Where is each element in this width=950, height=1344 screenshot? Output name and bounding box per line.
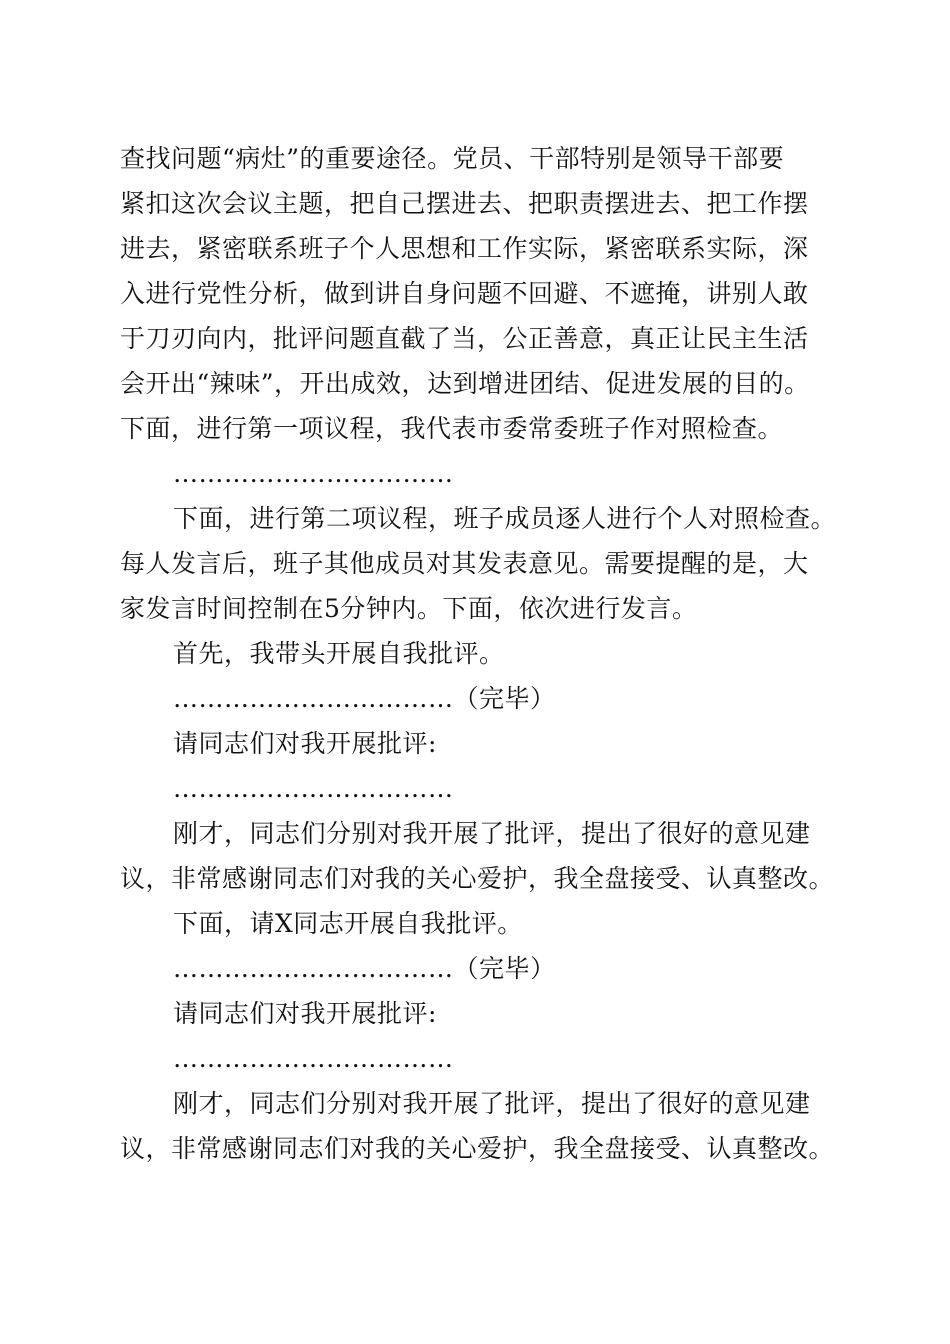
text-line-7: 下面，进行第一项议程，我代表市委常委班子作对照检查。 [120,414,784,443]
text-line-17: 议，非常感谢同志们对我的关心爱护，我全盘接受、认真整改。 [120,864,835,893]
text-line-3: 进去，紧密联系班子个人思想和工作实际，紧密联系实际，深 [120,234,809,263]
text-line-4: 入进行党性分析，做到讲自身问题不回避、不遮掩，讲别人敢 [120,279,809,308]
text-line-2: 紧扣这次会议主题，把自己摆进去、把职责摆进去、把工作摆 [120,189,809,218]
ellipsis-line-3: …………………………… [173,1044,454,1073]
text-line-1: 查找问题“病灶”的重要途径。党员、干部特别是领导干部要 [120,144,785,173]
ellipsis-line-2: …………………………… [173,774,454,803]
text-line-22: 刚才，同志们分别对我开展了批评，提出了很好的意见建 [173,1089,811,1118]
ellipsis-complete-line-1: ……………………………（完毕） [173,684,556,713]
text-line-20: 请同志们对我开展批评: [173,999,437,1028]
text-line-12: 首先，我带头开展自我批评。 [173,639,505,668]
body-text [120,136,840,1171]
text-line-9: 下面，进行第二项议程，班子成员逐人进行个人对照检查。 [173,504,837,533]
ellipsis-line-1: …………………………… [173,459,454,488]
text-line-5: 于刀刃向内，批评问题直截了当，公正善意，真正让民主生活 [120,324,809,353]
ellipsis-complete-line-2: ……………………………（完毕） [173,954,556,983]
text-line-14: 请同志们对我开展批评: [173,729,437,758]
text-line-11: 家发言时间控制在5分钟内。下面，依次进行发言。 [120,594,698,623]
text-line-23: 议，非常感谢同志们对我的关心爱护，我全盘接受、认真整改。 [120,1134,835,1163]
text-line-6: 会开出“辣味”，开出成效，达到增进团结、促进发展的目的。 [120,369,810,398]
text-line-16: 刚才，同志们分别对我开展了批评，提出了很好的意见建 [173,819,811,848]
text-line-10: 每人发言后，班子其他成员对其发表意见。需要提醒的是，大 [120,549,809,578]
text-line-18: 下面，请X同志开展自我批评。 [173,909,523,938]
